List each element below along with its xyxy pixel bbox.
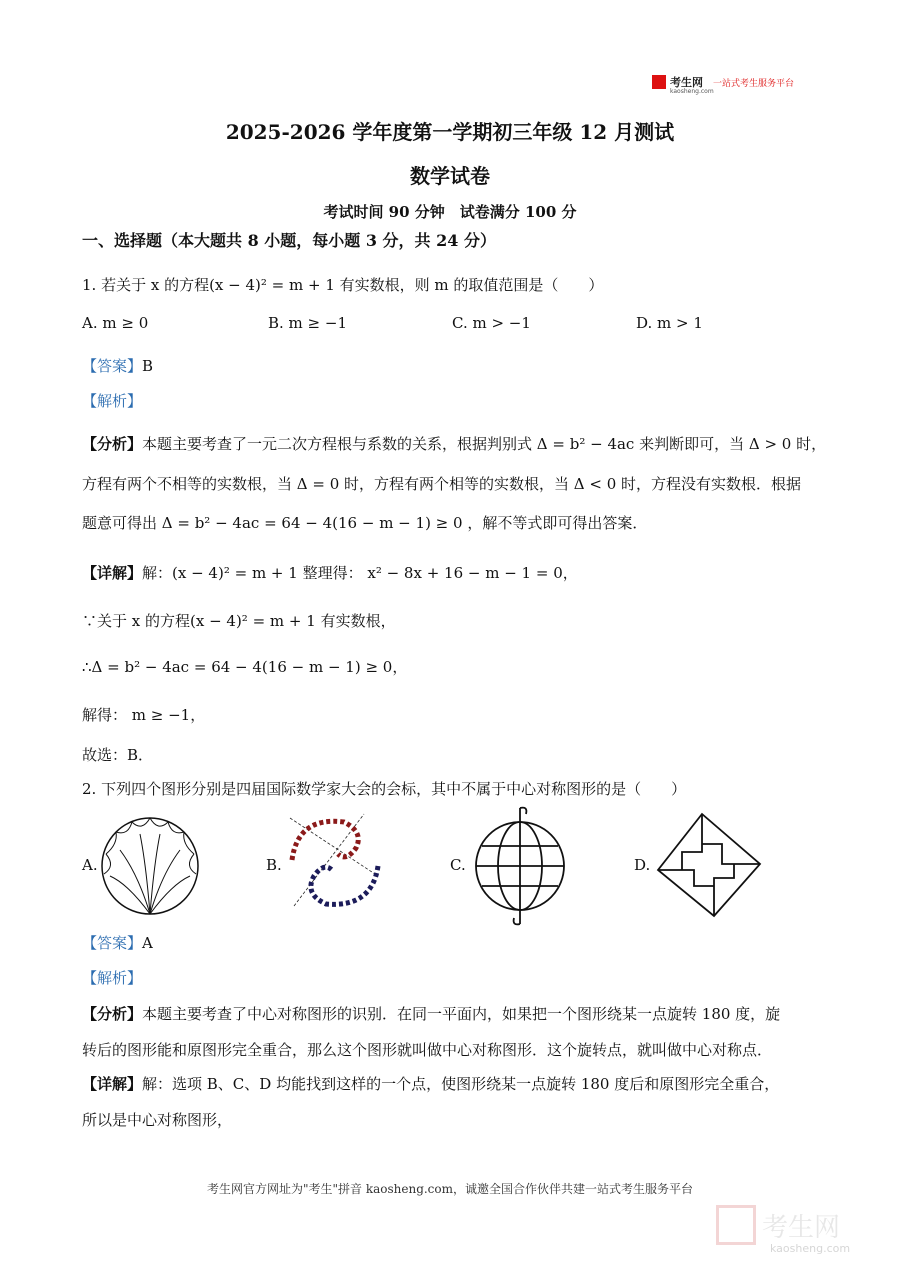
page-footer: 考生网官方网址为"考生"拼音 kaosheng.com，诚邀全国合作伙伴共建一站式考生服务平台 (206, 1182, 694, 1196)
q1-fenxi-1 (82, 433, 826, 454)
watermark-domain: kaosheng.com (770, 1242, 851, 1255)
exam-title: 2025-2026 学年度第一学期初三年级 12 月测试 (225, 120, 675, 144)
brand-name: 考生网 (670, 76, 703, 89)
watermark-logo-icon (716, 1205, 756, 1245)
q2-label-a: A. (82, 856, 98, 874)
q1-option-a: A. m ≥ 0 (82, 314, 149, 332)
q1-detail-4: 解得： m ≥ −1， (82, 706, 206, 724)
q2-label-d: D. (634, 856, 651, 874)
watermark-brand: 考生网 (762, 1212, 841, 1243)
detail-text: 解：选项 B、C、D 均能找到这样的一个点，使图形绕某一点旋转 180 度后和原图形完全重合， (142, 1075, 780, 1093)
detail-tag: 【详解】 (82, 564, 143, 582)
exam-subject: 数学试卷 (410, 164, 490, 188)
q1-option-b: B. m ≥ −1 (268, 314, 347, 332)
watermark (716, 1205, 840, 1245)
q1-option-d: D. m > 1 (636, 314, 703, 332)
q2-figure-a (98, 814, 202, 918)
q2-figure-c (468, 804, 572, 928)
brand-logo-icon (652, 75, 666, 89)
q2-label-b: B. (266, 856, 282, 874)
q1-detail-1 (82, 562, 578, 583)
brand-slogan: 一站式考生服务平台 (713, 78, 795, 89)
q1-fenxi-3: 题意可得出 Δ = b² − 4ac = 64 − 4(16 − m − 1) ≥ 0 ，解不等式即可得出答案． (82, 514, 648, 532)
q1-fenxi-2: 方程有两个不相等的实数根，当 Δ = 0 时，方程有两个相等的实数根，当 Δ < 0 时，方程没有实数根．根据 (82, 475, 802, 493)
q2-fenxi-2: 转后的图形能和原图形完全重合，那么这个图形就叫做中心对称图形．这个旋转点，就叫做中心对称点． (82, 1041, 773, 1059)
q2-detail-1 (82, 1073, 779, 1094)
answer-tag: 【答案】 (82, 934, 143, 952)
answer-tag: 【答案】 (82, 357, 143, 375)
q2-label-c: C. (450, 856, 466, 874)
q2-detail-2: 所以是中心对称图形， (82, 1111, 233, 1129)
fenxi-text: 本题主要考查了中心对称图形的识别．在同一平面内，如果把一个图形绕某一点旋转 180 度，旋 (142, 1005, 781, 1023)
q1-detail-3: ∴Δ = b² − 4ac = 64 − 4(16 − m − 1) ≥ 0， (82, 658, 408, 676)
fenxi-tag: 【分析】 (82, 1005, 143, 1023)
answer-value: B (142, 357, 154, 375)
fenxi-text: 本题主要考查了一元二次方程根与系数的关系，根据判别式 Δ = b² − 4ac 来判断即可，当 Δ > 0 时， (142, 435, 827, 453)
q2-figure-b (286, 810, 386, 914)
exam-info: 考试时间 90 分钟 试卷满分 100 分 (323, 203, 577, 221)
q1-stem: 1. 若关于 x 的方程(x − 4)² = m + 1 有实数根，则 m 的取值范围是（ ） (82, 276, 604, 294)
q2-analysis-tag: 【解析】 (82, 969, 143, 987)
q2-stem: 2. 下列四个图形分别是四届国际数学家大会的会标，其中不属于中心对称图形的是（ ） (82, 780, 687, 798)
fenxi-tag: 【分析】 (82, 435, 143, 453)
detail-text: 解：(x − 4)² = m + 1 整理得： x² − 8x + 16 − m − 1 = 0， (142, 564, 578, 582)
section-heading: 一、选择题（本大题共 8 小题，每小题 3 分，共 24 分） (82, 231, 496, 250)
q1-answer (82, 355, 153, 376)
q2-answer (82, 932, 153, 953)
q2-figure-d (654, 812, 764, 918)
q1-detail-2: ∵关于 x 的方程(x − 4)² = m + 1 有实数根， (82, 612, 396, 630)
q1-analysis-tag: 【解析】 (82, 392, 143, 410)
q2-fenxi-1 (82, 1003, 780, 1024)
answer-value: A (142, 934, 153, 952)
detail-tag: 【详解】 (82, 1075, 143, 1093)
q1-detail-5: 故选：B． (82, 746, 154, 764)
brand-domain: kaosheng.com (670, 88, 714, 95)
q1-option-c: C. m > −1 (452, 314, 531, 332)
